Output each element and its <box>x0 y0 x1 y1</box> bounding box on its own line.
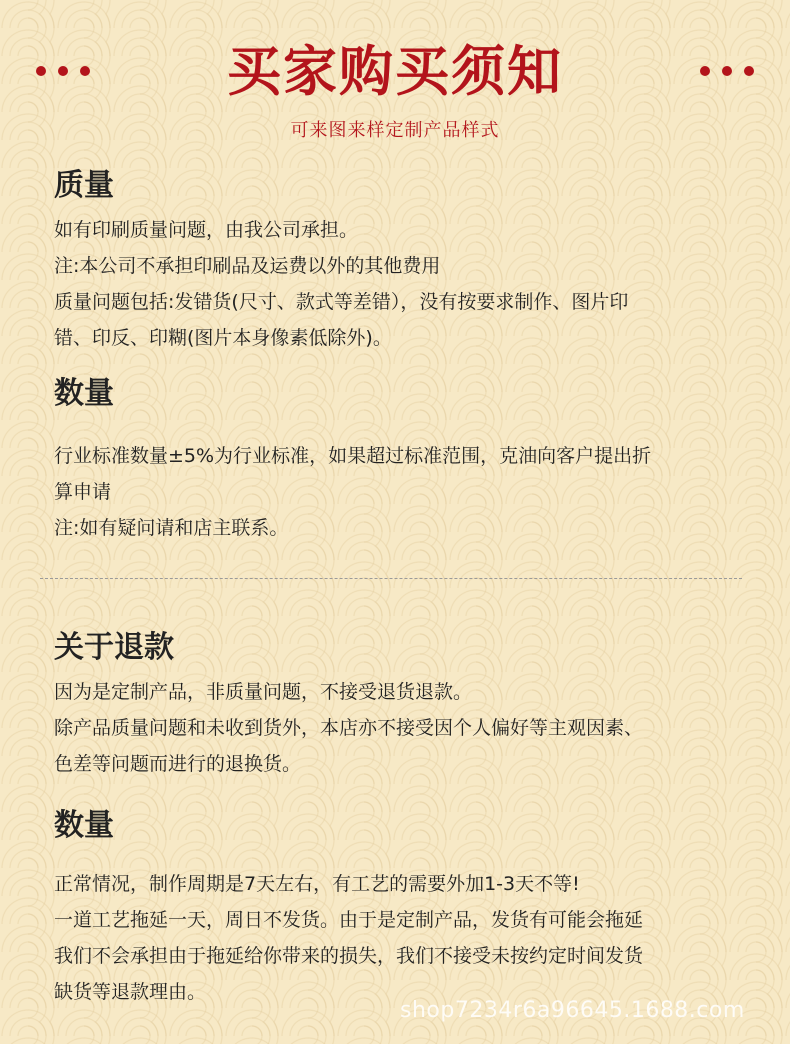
section-refund <box>54 628 754 782</box>
section-line: 质量问题包括:发错货(尺寸、款式等差错），没有按要求制作、图片印 <box>54 291 629 313</box>
section-line: 算申请 <box>54 481 112 503</box>
section-line: 我们不会承担由于拖延给你带来的损失，我们不接受未按约定时间发货 <box>54 945 644 967</box>
section-line: 缺货等退款理由。 <box>54 981 207 1003</box>
section-line: 行业标准数量±5%为行业标准，如果超过标准范围，克油向客户提出折 <box>54 445 652 467</box>
section-heading: 数量 <box>54 376 114 411</box>
page-title: 买家购买须知 <box>227 40 563 103</box>
section-heading: 关于退款 <box>54 630 174 665</box>
header <box>0 36 790 116</box>
section-quantity <box>54 374 754 546</box>
section-line: 因为是定制产品，非质量问题，不接受退货退款。 <box>54 681 473 703</box>
section-heading: 数量 <box>54 808 114 843</box>
section-line: 除产品质量问题和未收到货外，本店亦不接受因个人偏好等主观因素、 <box>54 717 644 739</box>
page-subtitle: 可来图来样定制产品样式 <box>290 120 500 141</box>
section-divider <box>40 578 742 579</box>
section-line: 色差等问题而进行的退换货。 <box>54 753 302 775</box>
shop-watermark: shop7234r6a96645.1688.com <box>400 998 745 1023</box>
section-heading: 质量 <box>54 168 114 203</box>
section-line: 一道工艺拖延一天，周日不发货。由于是定制产品，发货有可能会拖延 <box>54 909 644 931</box>
section-quality <box>54 166 754 356</box>
section-line: 错、印反、印糊(图片本身像素低除外)。 <box>54 327 392 349</box>
section-line: 正常情况，制作周期是7天左右，有工艺的需要外加1-3天不等! <box>54 873 580 895</box>
section-line: 如有印刷质量问题，由我公司承担。 <box>54 219 359 241</box>
section-line: 注:本公司不承担印刷品及运费以外的其他费用 <box>54 255 441 277</box>
section-delivery <box>54 806 754 1010</box>
section-line: 注:如有疑问请和店主联系。 <box>54 517 289 539</box>
decorative-dots-right <box>700 66 754 76</box>
